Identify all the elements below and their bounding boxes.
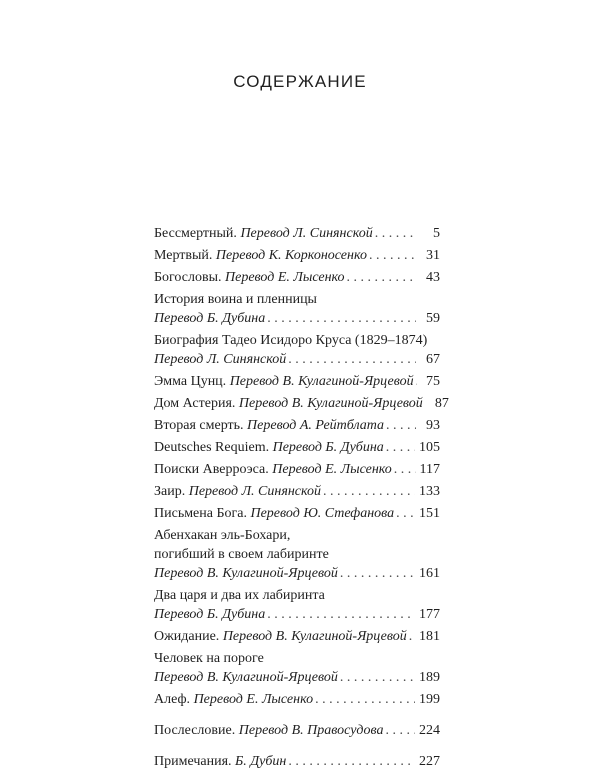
toc-entry-page-number: 181 bbox=[419, 627, 440, 646]
table-of-contents bbox=[154, 224, 440, 774]
dot-leader bbox=[267, 605, 415, 624]
toc-entry-label bbox=[154, 309, 265, 328]
toc-entry-translator: Перевод Б. Дубина bbox=[154, 607, 265, 622]
toc-entry-translator: Перевод В. Кулагиной-Ярцевой bbox=[230, 374, 414, 389]
toc-entry-page-number: 199 bbox=[419, 690, 440, 709]
toc-entry-title-line: Биография Тадео Исидоро Круса (1829–1874) bbox=[154, 331, 440, 350]
dot-leader bbox=[323, 482, 415, 501]
toc-entry-title: Вторая смерть. bbox=[154, 418, 244, 433]
dot-leader bbox=[409, 627, 415, 646]
toc-entry-title-line: Два царя и два их лабиринта bbox=[154, 586, 440, 605]
toc-entry[interactable] bbox=[154, 721, 440, 740]
toc-entry[interactable] bbox=[154, 752, 440, 771]
toc-entry-row bbox=[154, 460, 440, 479]
toc-entry-row bbox=[154, 627, 440, 646]
toc-entry-title-line: История воина и пленницы bbox=[154, 290, 440, 309]
dot-leader bbox=[315, 690, 415, 709]
toc-entry-page-number: 133 bbox=[419, 482, 440, 501]
toc-entry[interactable] bbox=[154, 246, 440, 265]
toc-entry-label bbox=[154, 721, 384, 740]
toc-entry-label bbox=[154, 460, 392, 479]
dot-leader bbox=[288, 350, 416, 369]
dot-leader bbox=[386, 416, 416, 435]
toc-entry[interactable] bbox=[154, 372, 440, 391]
dot-leader bbox=[267, 309, 416, 328]
toc-entry-title-line: Абенхакан эль-Бохари, bbox=[154, 526, 440, 545]
page-title: СОДЕРЖАНИЕ bbox=[0, 72, 600, 92]
dot-leader bbox=[288, 752, 415, 771]
toc-entry-page-number: 117 bbox=[420, 460, 440, 479]
toc-entry-translator: Перевод В. Кулагиной-Ярцевой bbox=[223, 629, 407, 644]
toc-entry-translator: Б. Дубин bbox=[235, 754, 286, 769]
toc-entry-title: Deutsches Requiem. bbox=[154, 440, 269, 455]
toc-entry-page-number: 105 bbox=[419, 438, 440, 457]
toc-entry[interactable] bbox=[154, 331, 440, 369]
toc-entry-row bbox=[154, 690, 440, 709]
toc-entry-translator: Перевод Б. Дубина bbox=[273, 440, 384, 455]
toc-entry-translator: Перевод В. Кулагиной-Ярцевой bbox=[154, 566, 338, 581]
dot-leader bbox=[394, 460, 416, 479]
toc-entry-translator: Перевод Е. Лысенко bbox=[272, 462, 392, 477]
toc-entry-label bbox=[154, 246, 367, 265]
toc-entry[interactable] bbox=[154, 526, 440, 583]
toc-entry-label bbox=[154, 416, 384, 435]
toc-entry-translator: Перевод Б. Дубина bbox=[154, 311, 265, 326]
toc-entry[interactable] bbox=[154, 438, 440, 457]
toc-entry-page-number: 75 bbox=[420, 372, 440, 391]
toc-entry[interactable] bbox=[154, 394, 440, 413]
toc-entry-row bbox=[154, 224, 440, 243]
toc-entry-row bbox=[154, 752, 440, 771]
toc-entry-translator: Перевод Ю. Стефанова bbox=[250, 506, 394, 521]
toc-entry-row bbox=[154, 309, 440, 328]
toc-entry-translator: Перевод Е. Лысенко bbox=[225, 270, 345, 285]
toc-entry-row bbox=[154, 416, 440, 435]
toc-entry-label bbox=[154, 564, 338, 583]
toc-entry-page-number: 93 bbox=[420, 416, 440, 435]
toc-entry-translator: Перевод Л. Синянской bbox=[240, 226, 372, 241]
dot-leader bbox=[369, 246, 416, 265]
toc-entry-label bbox=[154, 224, 373, 243]
dot-leader bbox=[386, 438, 415, 457]
toc-entry-row bbox=[154, 482, 440, 501]
toc-entry[interactable] bbox=[154, 627, 440, 646]
toc-entry-row bbox=[154, 668, 440, 687]
toc-entry-page-number: 189 bbox=[419, 668, 440, 687]
toc-entry[interactable] bbox=[154, 649, 440, 687]
toc-entry-translator: Перевод Е. Лысенко bbox=[194, 692, 314, 707]
toc-entry-title: Бессмертный. bbox=[154, 226, 237, 241]
toc-entry-page-number: 151 bbox=[419, 504, 440, 523]
toc-entry-title: Заир. bbox=[154, 484, 185, 499]
toc-entry-page-number: 227 bbox=[419, 752, 440, 771]
toc-entry-row bbox=[154, 268, 440, 287]
toc-entry[interactable] bbox=[154, 460, 440, 479]
toc-entry-row bbox=[154, 394, 440, 413]
toc-entry-row bbox=[154, 246, 440, 265]
toc-entry-page-number: 87 bbox=[429, 394, 449, 413]
toc-entry-page-number: 224 bbox=[419, 721, 440, 740]
toc-entry-row bbox=[154, 350, 440, 369]
dot-leader bbox=[340, 564, 415, 583]
toc-entry-page-number: 5 bbox=[420, 224, 440, 243]
toc-entry[interactable] bbox=[154, 482, 440, 501]
toc-entry-label bbox=[154, 482, 321, 501]
toc-entry-title: Примечания. bbox=[154, 754, 232, 769]
toc-entry[interactable] bbox=[154, 224, 440, 243]
toc-entry[interactable] bbox=[154, 690, 440, 709]
dot-leader bbox=[396, 504, 415, 523]
toc-entry-title: Эмма Цунц. bbox=[154, 374, 226, 389]
toc-entry-title: Алеф. bbox=[154, 692, 190, 707]
dot-leader bbox=[386, 721, 416, 740]
dot-leader bbox=[347, 268, 416, 287]
toc-entry-page-number: 59 bbox=[420, 309, 440, 328]
dot-leader bbox=[340, 668, 415, 687]
toc-entry-translator: Перевод В. Кулагиной-Ярцевой bbox=[239, 396, 423, 411]
toc-entry-title: Послесловие. bbox=[154, 723, 235, 738]
toc-entry-title: Поиски Аверроэса. bbox=[154, 462, 269, 477]
toc-entry-row bbox=[154, 564, 440, 583]
toc-entry-page-number: 31 bbox=[420, 246, 440, 265]
toc-entry-page-number: 43 bbox=[420, 268, 440, 287]
toc-entry-translator: Перевод Л. Синянской bbox=[154, 352, 286, 367]
toc-entry-row bbox=[154, 721, 440, 740]
toc-entry-page-number: 67 bbox=[420, 350, 440, 369]
toc-entry-label bbox=[154, 504, 394, 523]
toc-entry-page-number: 161 bbox=[419, 564, 440, 583]
toc-entry-label bbox=[154, 668, 338, 687]
toc-entry[interactable] bbox=[154, 290, 440, 328]
toc-entry-label bbox=[154, 438, 384, 457]
toc-entry-title: Мертвый. bbox=[154, 248, 212, 263]
toc-entry-label bbox=[154, 268, 345, 287]
toc-entry-title-line: погибший в своем лабиринте bbox=[154, 545, 440, 564]
toc-entry-row bbox=[154, 605, 440, 624]
toc-entry-title-line: Человек на пороге bbox=[154, 649, 440, 668]
toc-entry-title: Богословы. bbox=[154, 270, 222, 285]
toc-entry-label bbox=[154, 350, 286, 369]
toc-entry-translator: Перевод В. Правосудова bbox=[239, 723, 384, 738]
toc-entry[interactable] bbox=[154, 586, 440, 624]
toc-entry-translator: Перевод К. Корконосенко bbox=[216, 248, 367, 263]
toc-entry-translator: Перевод В. Кулагиной-Ярцевой bbox=[154, 670, 338, 685]
toc-entry-label bbox=[154, 372, 414, 391]
toc-entry-title: Письмена Бога. bbox=[154, 506, 247, 521]
toc-entry-translator: Перевод Л. Синянской bbox=[189, 484, 321, 499]
toc-entry[interactable] bbox=[154, 416, 440, 435]
toc-entry[interactable] bbox=[154, 268, 440, 287]
toc-entry-title: Ожидание. bbox=[154, 629, 219, 644]
toc-entry-label bbox=[154, 627, 407, 646]
toc-entry-label bbox=[154, 394, 423, 413]
toc-entry-title: Дом Астерия. bbox=[154, 396, 235, 411]
toc-entry-label bbox=[154, 605, 265, 624]
toc-entry-translator: Перевод А. Рейтблата bbox=[247, 418, 384, 433]
toc-entry-label bbox=[154, 690, 313, 709]
toc-entry-page-number: 177 bbox=[419, 605, 440, 624]
toc-entry-label bbox=[154, 752, 286, 771]
toc-entry-row bbox=[154, 438, 440, 457]
toc-entry[interactable] bbox=[154, 504, 440, 523]
dot-leader bbox=[375, 224, 416, 243]
toc-entry-row bbox=[154, 372, 440, 391]
toc-entry-row bbox=[154, 504, 440, 523]
